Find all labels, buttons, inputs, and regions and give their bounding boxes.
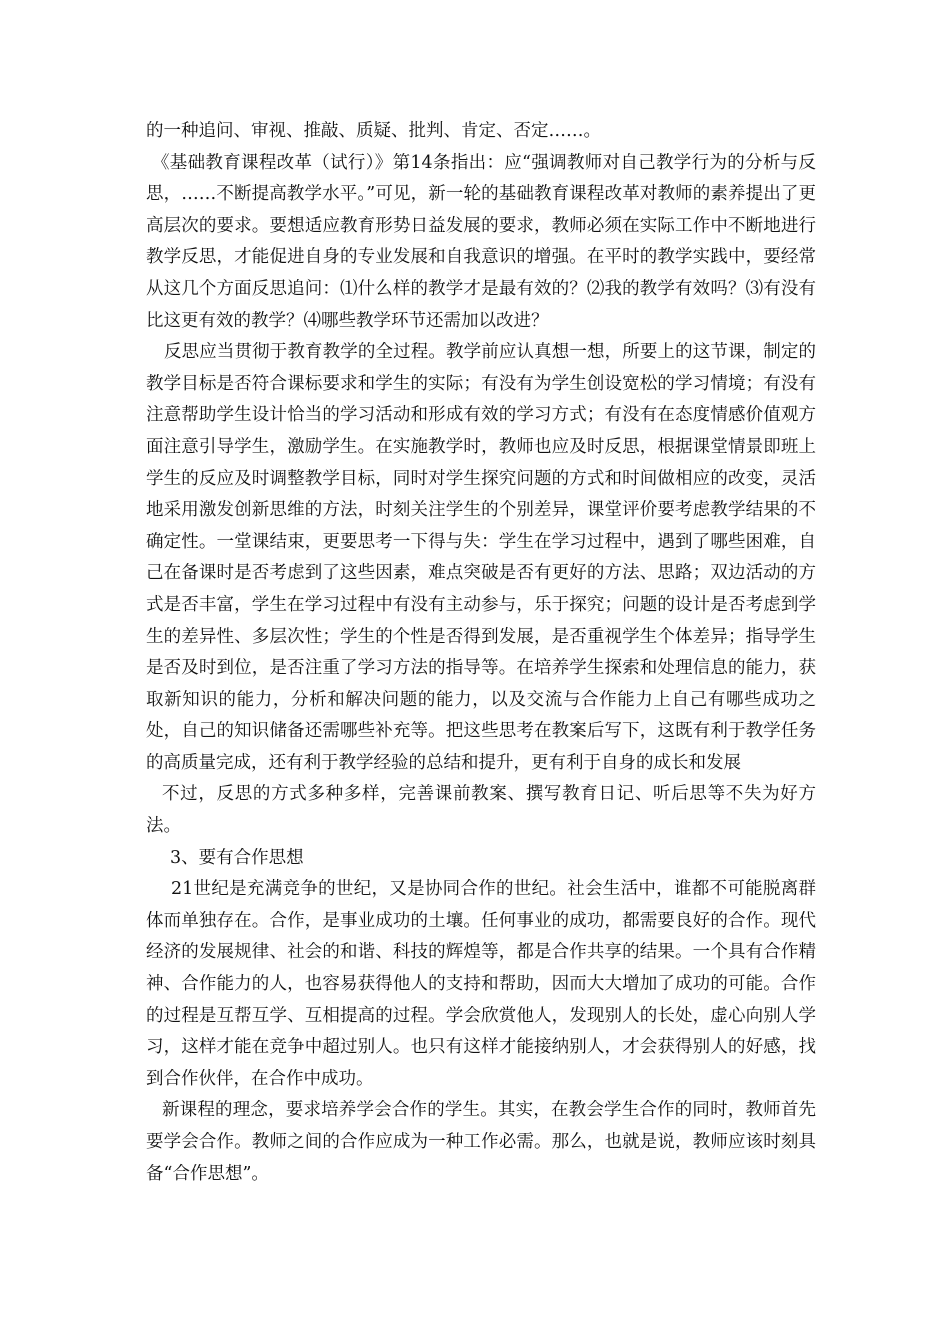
paragraph-reflection-methods: 不过，反思的方式多种多样，完善课前教案、撰写教育日记、听后思等不失为好方法。 [146, 784, 816, 837]
document-body [146, 116, 816, 1190]
paragraph-intro-continuation: 的一种追问、审视、推敲、质疑、批判、肯定、否定……。 [146, 121, 601, 141]
section-heading-cooperation: 3、要有合作思想 [170, 847, 304, 868]
paragraph-curriculum-reform: 《基础教育课程改革（试行）》第14条指出：应“强调教师对自己教学行为的分析与反思，……不断提高教学水平。”可见，新一轮的基础教育课程改革对教师的素养提出了更高层次的要求。要想适应教育形势日益发展的要求，教师必须在实际工作中不断地进行教学反思，才能促进自身的专业发展和自我意识的增强。在平时的教学实践中，要经常从这几个方面反思追问：⑴什么样的教学才是最有效的？⑵我的教学有效吗？⑶有没有比这更有效的教学？⑷哪些教学环节还需加以改进？ [146, 152, 816, 331]
paragraph-new-curriculum: 新课程的理念，要求培养学会合作的学生。其实，在教会学生合作的同时，教师首先要学会合作。教师之间的合作应成为一种工作必需。那么，也就是说，教师应该时刻具备“合作思想”。 [146, 1100, 816, 1184]
paragraph-reflection-process: 反思应当贯彻于教育教学的全过程。教学前应认真想一想，所要上的这节课，制定的教学目标是否符合课标要求和学生的实际；有没有为学生创设宽松的学习情境；有没有注意帮助学生设计恰当的学习活动和形成有效的学习方式；有没有在态度情感价值观方面注意引导学生，激励学生。在实施教学时，教师也应及时反思，根据课堂情景即班上学生的反应及时调整教学目标，同时对学生探究问题的方式和时间做相应的改变，灵活地采用激发创新思维的方法，时刻关注学生的个别差异，课堂评价要考虑教学结果的不确定性。一堂课结束，更要思考一下得与失：学生在学习过程中，遇到了哪些困难，自己在备课时是否考虑到了这些因素，难点突破是否有更好的方法、思路；双边活动的方式是否丰富，学生在学习过程中有没有主动参与，乐于探究；问题的设计是否考虑到学生的差异性、多层次性；学生的个性是否得到发展，是否重视学生个体差异；指导学生是否及时到位，是否注重了学习方法的指导等。在培养学生探索和处理信息的能力，获取新知识的能力，分析和解决问题的能力，以及交流与合作能力上自己有哪些成功之处，自己的知识储备还需哪些补充等。把这些思考在教案后写下，这既有利于教学任务的高质量完成，还有利于教学经验的总结和提升，更有利于自身的成长和发展 [146, 342, 816, 773]
paragraph-cooperation-century: 21世纪是充满竞争的世纪，又是协同合作的世纪。社会生活中，谁都不可能脱离群体而单独存在。合作，是事业成功的土壤。任何事业的成功，都需要良好的合作。现代经济的发展规律、社会的和谐、科技的辉煌等，都是合作共享的结果。一个具有合作精神、合作能力的人，也容易获得他人的支持和帮助，因而大大增加了成功的可能。合作的过程是互帮互学、互相提高的过程。学会欣赏他人，发现别人的长处，虚心向别人学习，这样才能在竞争中超过别人。也只有这样才能接纳别人，才会获得别人的好感，找到合作伙伴，在合作中成功。 [146, 879, 816, 1089]
